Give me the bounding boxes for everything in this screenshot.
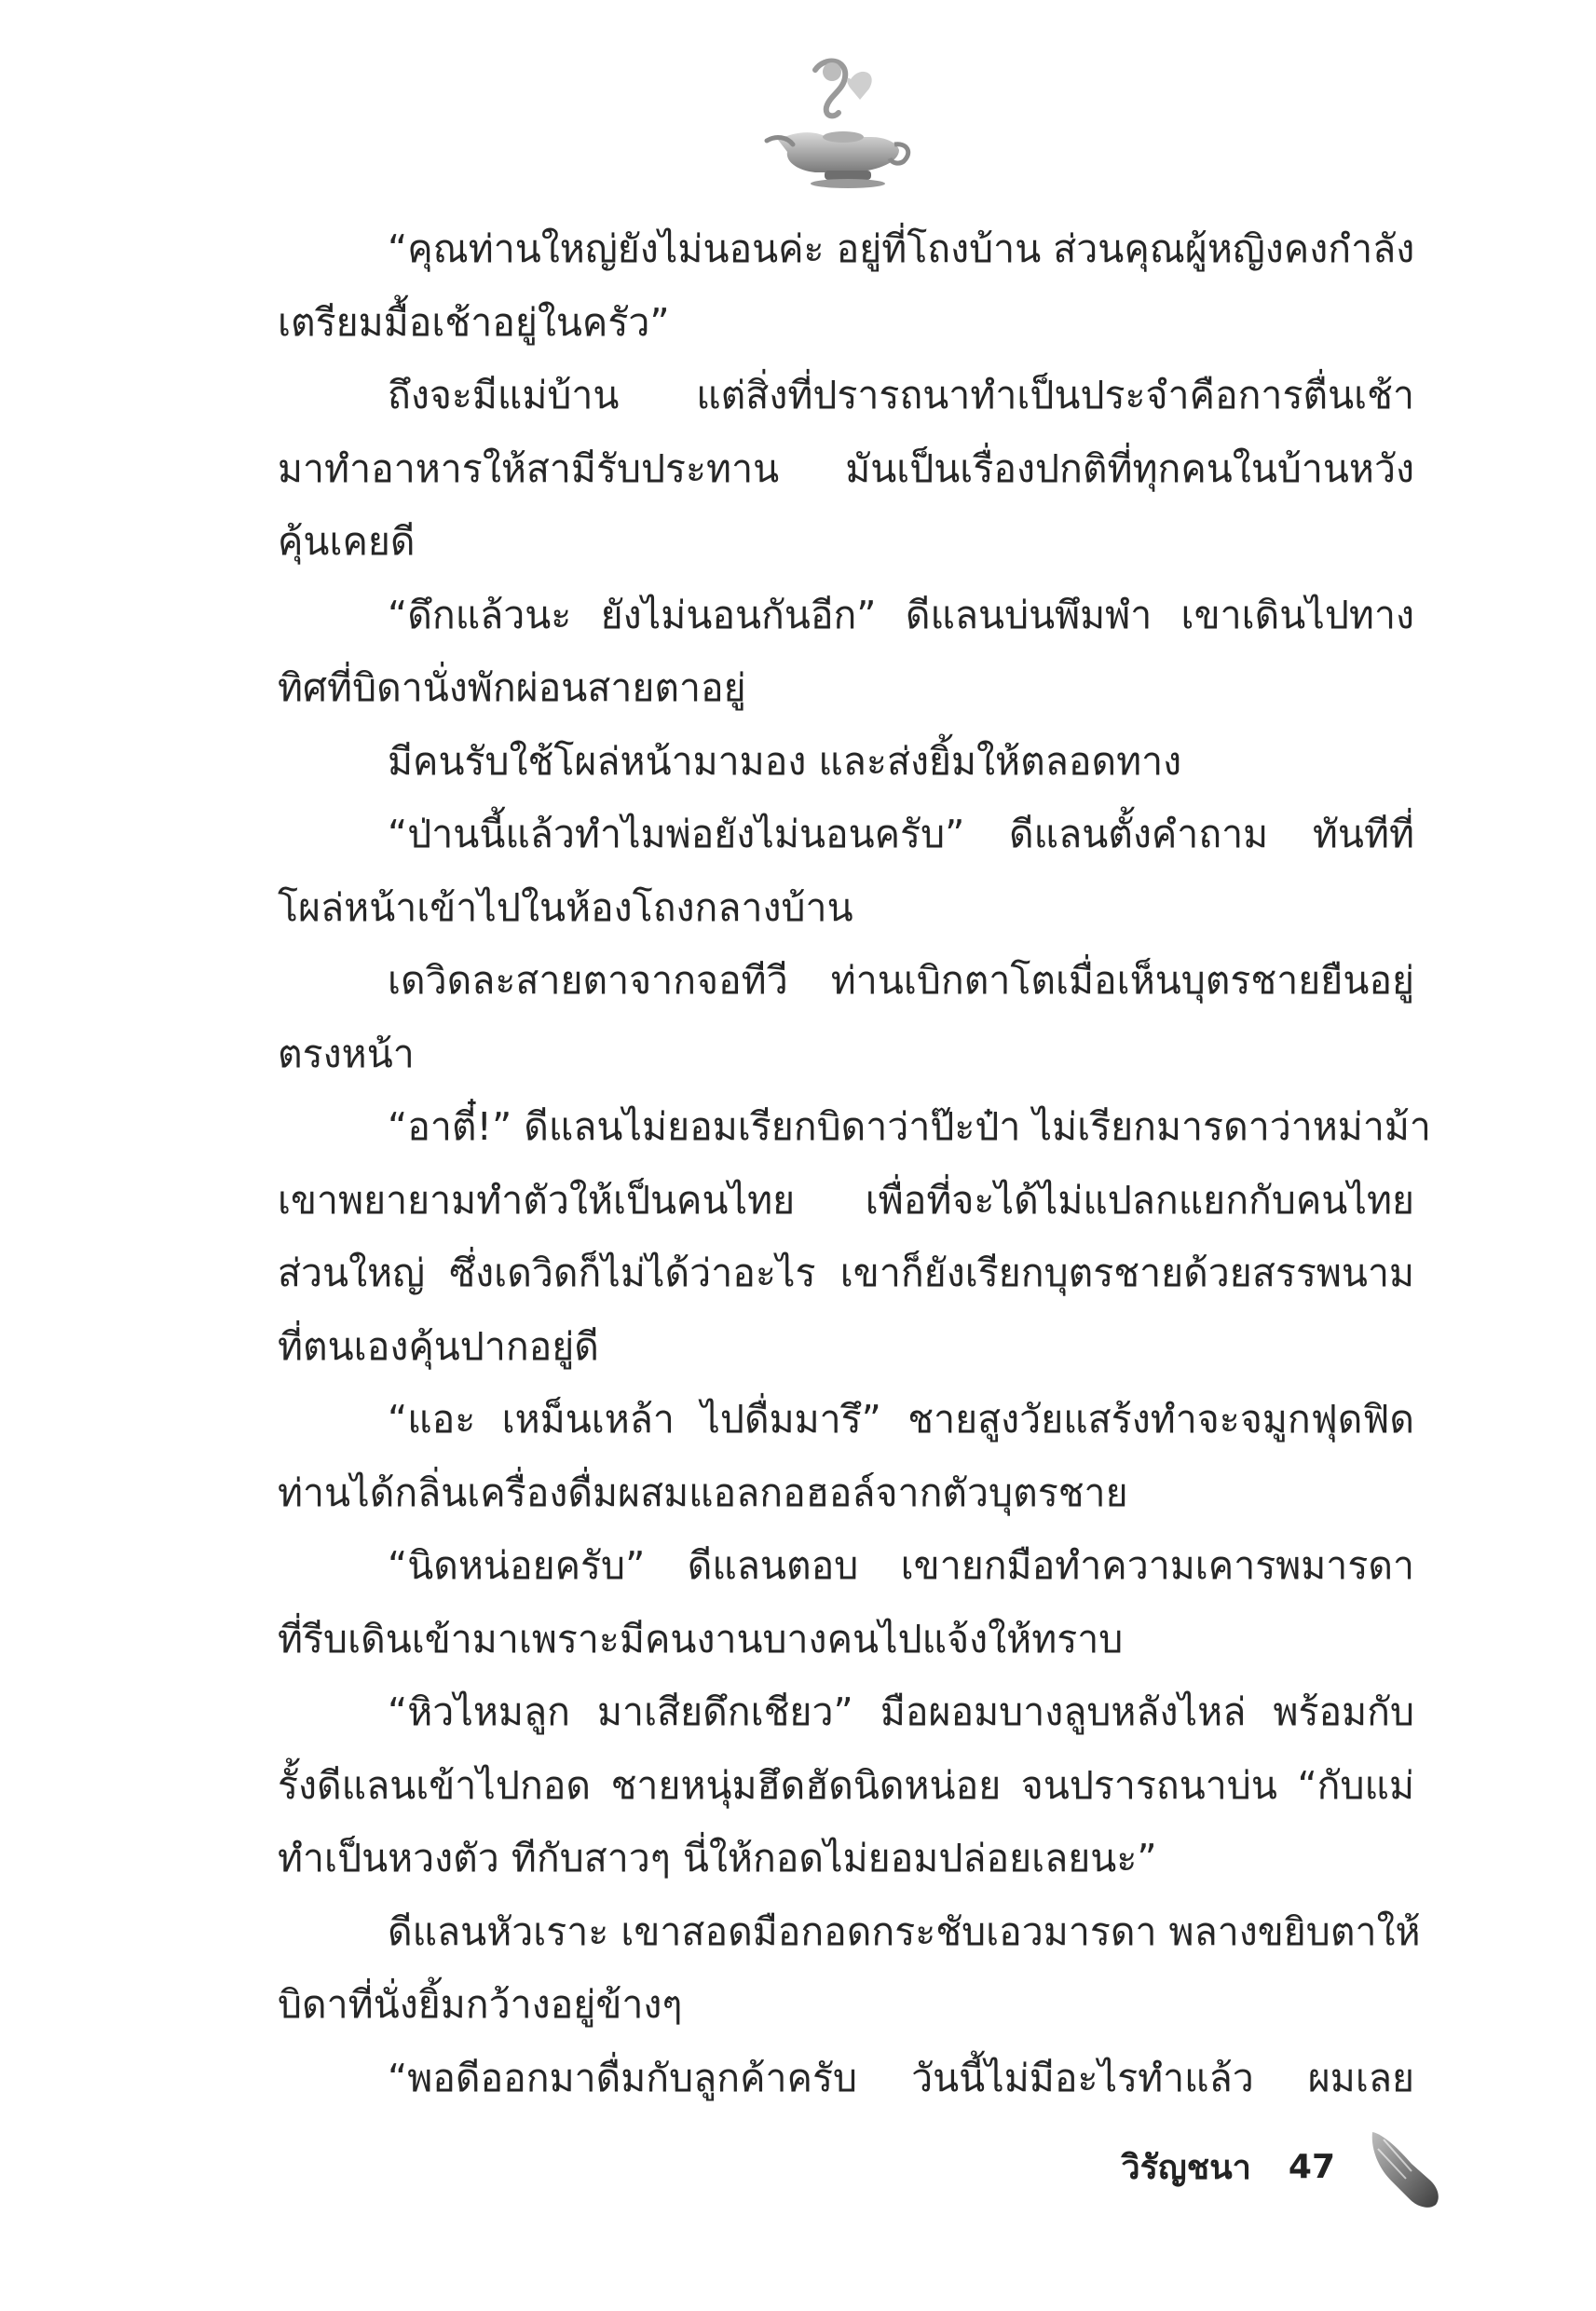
text-line: ถึงจะมีแม่บ้าน แต่สิ่งที่ปรารถนาทำเป็นประจำคือการตื่นเช้า	[388, 373, 1414, 417]
book-title: วิรัญชนา	[1121, 2148, 1251, 2187]
genie-lamp-icon	[759, 51, 918, 191]
text-line: ทิศที่บิดานั่งพักผ่อนสายตาอยู่	[278, 665, 746, 710]
text-line: ทำเป็นหวงตัว ทีกับสาวๆ นี่ให้กอดไม่ยอมปล่อยเลยนะ”	[278, 1836, 1157, 1880]
text-line: “นิดหน่อยครับ” ดีแลนตอบ เขายกมือทำความเคารพมารดา	[388, 1543, 1414, 1588]
text-line: ตรงหน้า	[278, 1031, 415, 1076]
praying-hands-icon	[1363, 2123, 1447, 2211]
text-line: “ดึกแล้วนะ ยังไม่นอนกันอีก” ดีแลนบ่นพึมพำ เขาเดินไปทาง	[388, 592, 1414, 637]
text-line: เดวิดละสายตาจากจอทีวี ท่านเบิกตาโตเมื่อเห็นบุตรชายยืนอยู่	[388, 958, 1414, 1003]
text-line: มาทำอาหารให้สามีรับประทาน มันเป็นเรื่องปกติที่ทุกคนในบ้านหวัง	[278, 445, 1414, 491]
body-text	[278, 212, 1431, 2114]
text-line: ท่านได้กลิ่นเครื่องดื่มผสมแอลกอฮอล์จากตัวบุตรชาย	[278, 1470, 1128, 1515]
text-line: “อาตี๋!” ดีแลนไม่ยอมเรียกบิดาว่าป๊ะป๋า ไม่เรียกมารดาว่าหม่าม้า	[388, 1104, 1431, 1149]
text-line: รั้งดีแลนเข้าไปกอด ชายหนุ่มฮึดฮัดนิดหน่อย จนปรารถนาบ่น “กับแม่	[278, 1762, 1414, 1808]
text-line: โผล่หน้าเข้าไปในห้องโถงกลางบ้าน	[278, 884, 853, 930]
text-line: ส่วนใหญ่ ซึ่งเดวิดก็ไม่ได้ว่าอะไร เขาก็ยังเรียกบุตรชายด้วยสรรพนาม	[278, 1251, 1414, 1295]
text-line: ดีแลนหัวเราะ เขาสอดมือกอดกระชับเอวมารดา พลางขยิบตาให้	[388, 1908, 1421, 1954]
text-line: “ป่านนี้แล้วทำไมพ่อยังไม่นอนครับ” ดีแลนตั้งคำถาม ทันทีที่	[388, 812, 1414, 856]
text-line: เตรียมมื้อเช้าอยู่ในครัว”	[278, 299, 670, 345]
text-line: มีคนรับใช้โผล่หน้ามามอง และส่งยิ้มให้ตลอดทาง	[388, 738, 1182, 784]
text-line: “หิวไหมลูก มาเสียดึกเชียว” มือผอมบางลูบหลังไหล่ พร้อมกับ	[388, 1689, 1414, 1734]
text-line: คุ้นเคยดี	[278, 519, 416, 564]
text-line: “พอดีออกมาดื่มกับลูกค้าครับ วันนี้ไม่มีอะไรทำแล้ว ผมเลย	[388, 2055, 1414, 2100]
text-line: “คุณท่านใหญ่ยังไม่นอนค่ะ อยู่ที่โถงบ้าน ส่วนคุณผู้หญิงคงกำลัง	[388, 226, 1415, 271]
text-line: เขาพยายามทำตัวให้เป็นคนไทย เพื่อที่จะได้ไม่แปลกแยกกับคนไทย	[278, 1177, 1414, 1223]
text-line: “แอะ เหม็นเหล้า ไปดื่มมารึ” ชายสูงวัยแสร้งทำจะจมูกฟุดฟิด	[388, 1397, 1414, 1442]
page-number: 47	[1288, 2147, 1335, 2186]
page-footer	[1121, 2129, 1447, 2204]
text-line: ที่ตนเองคุ้นปากอยู่ดี	[278, 1323, 599, 1369]
text-line: ที่รีบเดินเข้ามาเพราะมีคนงานบางคนไปแจ้งให้ทราบ	[278, 1616, 1124, 1661]
text-line: บิดาที่นั่งยิ้มกว้างอยู่ข้างๆ	[278, 1982, 683, 2027]
